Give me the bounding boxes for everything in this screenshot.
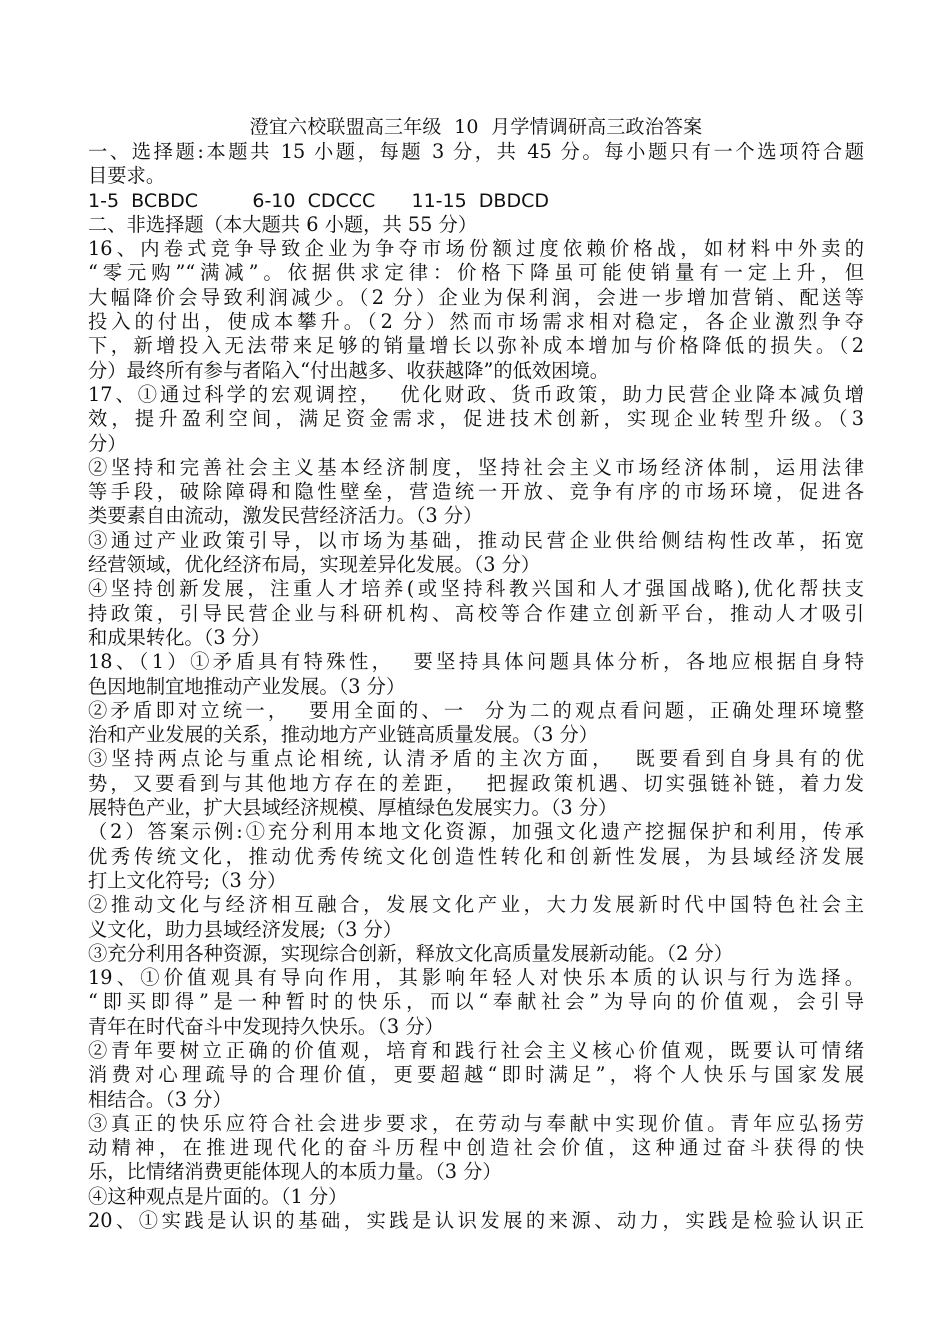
answer-line: 势，又要看到与其他地方存在的差距， 把握政策机遇、切实强链补链，着力发 — [88, 771, 864, 795]
question-16 — [88, 237, 864, 383]
question-18 — [88, 650, 864, 966]
answer-line: ③真正的快乐应符合社会进步要求，在劳动与奉献中实现价值。青年应弘扬劳 — [88, 1111, 864, 1135]
answer-line: ②矛盾即对立统一， 要用全面的、一 分为二的观点看问题，正确处理环境整 — [88, 698, 864, 722]
answer-line: 治和产业发展的关系，推动地方产业链高质量发展。（3 分） — [88, 723, 599, 747]
answer-line: 17、①通过科学的宏观调控， 优化财政、货币政策，助力民营企业降本减负增 — [88, 382, 864, 406]
answer-line: 消费对心理疏导的合理价值，更要超越“即时满足”，将个人快乐与国家发展 — [88, 1063, 864, 1087]
answer-line: ②坚持和完善社会主义基本经济制度，坚持社会主义市场经济体制，运用法律 — [88, 455, 864, 479]
answer-line: 下，新增投入无法带来足够的销量增长以弥补成本增加与价格降低的损失。（2 — [88, 334, 864, 358]
answer-line: 青年在时代奋斗中发现持久快乐。（3 分） — [88, 1014, 444, 1038]
answer-line: 类要素自由流动，激发民营经济活力。（3 分） — [88, 504, 483, 528]
answer-line: 色因地制宜地推动产业发展。（3 分） — [88, 674, 406, 698]
answer-line: 分） — [88, 431, 127, 455]
document-title: 澄宜六校联盟高三年级 10 月学情调研高三政治答案 — [249, 116, 703, 138]
answer-line: 20、①实践是认识的基础，实践是认识发展的来源、动力，实践是检验认识正 — [88, 1209, 864, 1233]
answer-line: ④坚持创新发展，注重人才培养(或坚持科教兴国和人才强国战略),优化帮扶支 — [88, 577, 864, 601]
question-19 — [88, 966, 864, 1209]
answer-line: ③坚持两点论与重点论相统, 认清矛盾的主次方面， 既要看到自身具有的优 — [88, 747, 864, 771]
answer-line: 经营领域，优化经济布局，实现差异化发展。（3 分） — [88, 553, 541, 577]
answer-line: ②青年要树立正确的价值观，培育和践行社会主义核心价值观，既要认可情绪 — [88, 1038, 864, 1062]
answer-line: 分）最终所有参与者陷入“付出越多、收获越降”的低效困境。 — [88, 358, 610, 382]
answer-line: 16、内卷式竞争导致企业为争夺市场份额过度依赖价格战，如材料中外卖的 — [88, 237, 864, 261]
answer-document — [88, 114, 864, 1233]
answer-line: “零元购”“满减”。依据供求定律：价格下降虽可能使销量有一定上升，但 — [88, 261, 864, 285]
answer-line: 19、①价值观具有导向作用，其影响年轻人对快乐本质的认识与行为选择。 — [88, 966, 864, 990]
section-1-choice — [88, 140, 864, 189]
answer-line: 展特色产业，扩大县域经济规模、厚植绿色发展实力。（3 分） — [88, 796, 618, 820]
answer-line: 乐，比情绪消费更能体现人的本质力量。（3 分） — [88, 1160, 502, 1184]
answer-line: （2）答案示例:①充分利用本地文化资源，加强文化遗产挖掘保护和利用，传承 — [88, 820, 864, 844]
answer-line: 和成果转化。（3 分） — [88, 625, 271, 649]
answer-line: 投入的付出，使成本攀升。（2 分）然而市场需求相对稳定，各企业激烈争夺 — [88, 310, 864, 334]
section-2-heading: 二、非选择题（本大题共 6 小题，共 55 分） — [88, 212, 478, 236]
answer-line: 动精神，在推进现代化的奋斗历程中创造社会价值，这种通过奋斗获得的快 — [88, 1136, 864, 1160]
answer-line: 义文化，助力县域经济发展;（3 分） — [88, 917, 403, 941]
section-1-line: 目要求。 — [88, 164, 166, 188]
answer-line: ②推动文化与经济相互融合，发展文化产业，大力发展新时代中国特色社会主 — [88, 893, 864, 917]
answer-line: 18、（1）①矛盾具有特殊性， 要坚持具体问题具体分析，各地应根据自身特 — [88, 650, 864, 674]
answer-line: 打上文化符号;（3 分） — [88, 868, 287, 892]
answer-line: 持政策，引导民营企业与科研机构、高校等合作建立创新平台，推动人才吸引 — [88, 601, 864, 625]
choice-answer-key: 1-5 BCBDC 6-10 CDCCC 11-15 DBDCD — [88, 189, 549, 212]
question-20 — [88, 1209, 864, 1233]
answer-line: ③通过产业政策引导，以市场为基础，推动民营企业供给侧结构性改革，拓宽 — [88, 528, 864, 552]
answer-line: ④这种观点是片面的。（1 分） — [88, 1184, 348, 1208]
answer-line: 相结合。（3 分） — [88, 1087, 232, 1111]
question-17 — [88, 383, 864, 650]
section-1-line: 一、选择题:本题共 15 小题，每题 3 分，共 45 分。每小题只有一个选项符合题 — [88, 140, 864, 163]
answer-line: 大幅降价会导致利润减少。（2 分）企业为保利润，会进一步增加营销、配送等 — [88, 285, 864, 309]
answer-line: 等手段，破除障碍和隐性壁垒，营造统一开放、竞争有序的市场环境，促进各 — [88, 480, 864, 504]
answer-line: “即买即得”是一种暂时的快乐，而以“奉献社会”为导向的价值观，会引导 — [88, 990, 864, 1014]
answer-line: 优秀传统文化，推动优秀传统文化创造性转化和创新性发展，为县域经济发展 — [88, 844, 864, 868]
answer-line: ③充分利用各种资源，实现综合创新，释放文化高质量发展新动能。（2 分） — [88, 941, 734, 965]
answer-line: 效，提升盈利空间，满足资金需求，促进技术创新，实现企业转型升级。（3 — [88, 407, 864, 431]
